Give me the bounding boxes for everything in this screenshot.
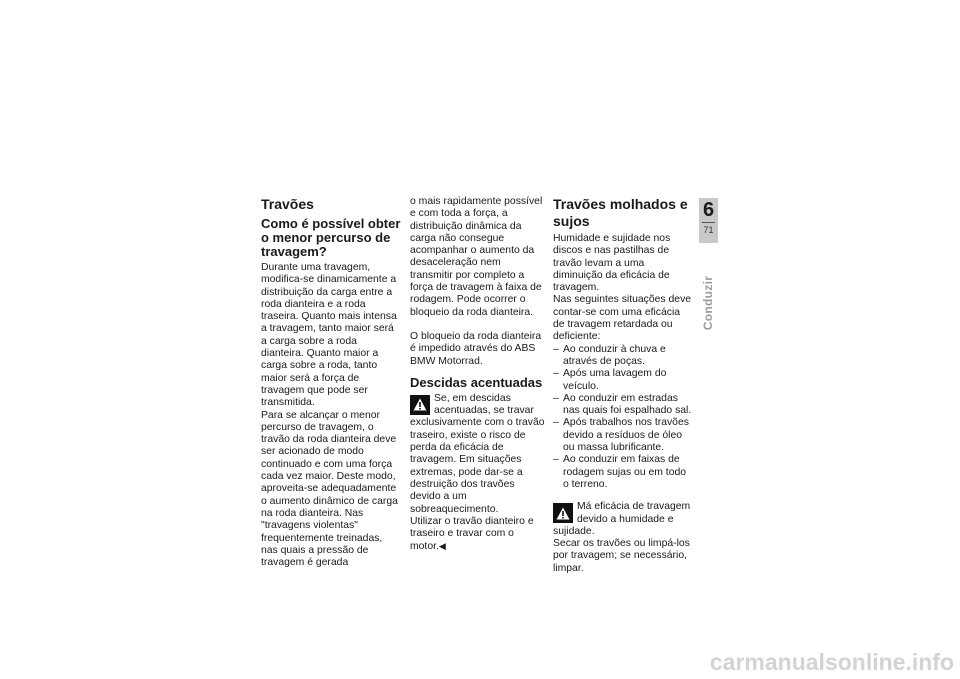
list-item: – Ao conduzir em estradas nas quais foi espalhado sal.: [553, 393, 693, 418]
paragraph: Para se alcançar o menor percurso de travagem, o travão da roda dianteira deve ser acionado de modo continuado e com uma força cada vez maior. Deste modo, aproveita-se adequadamente o aumento dinâmico de carga na roda dianteira. Nas "travagens violentas" frequentemente treinadas, nas quais a pressão de travagem é gerada: [261, 409, 398, 569]
paragraph: Durante uma travagem, modifica-se dinamicamente a distribuição da carga entre a roda dianteira e a roda traseira. Quanto mais intensa a travagem, tanto maior será a carga sobre a roda dianteira. Quanto maior a carga sobre a roda, tanto maior será a força de travagem que pode ser transmitida.: [261, 262, 397, 409]
warning-icon: [553, 503, 573, 523]
page-number: 71: [703, 225, 714, 235]
subsection-title-steep-descents: Descidas acentuadas: [410, 374, 543, 390]
subsection-title-shortest-braking: Como é possível obter o menor percurso de travagem?: [261, 216, 401, 259]
chapter-side-label: Conduzir: [701, 275, 715, 331]
paragraph: o mais rapidamente possível e com toda a força, a distribuição dinâmica da carga não consegue acompanhar o aumento da desaceleração nem transmitir por completo a força de travagem à faixa de rodagem. Pode ocorrer o bloqueio da roda dianteira.: [410, 196, 543, 318]
list-item: – Após trabalhos nos travões devido a resíduos de óleo ou massa lubrificante.: [553, 417, 693, 454]
warning-icon: [410, 395, 430, 415]
warning-text: Se, em descidas acentuadas, se travar exclusivamente com o travão traseiro, existe o risco de perda da eficácia de travagem. Em situações extremas, pode dar-se a destruição dos travões devido a um sobreaquecimento.: [410, 392, 545, 515]
situation-list: [553, 344, 693, 492]
chapter-number: 6: [702, 199, 715, 221]
column-1: [261, 196, 401, 569]
section-title-brakes: Travões: [261, 196, 314, 212]
chapter-divider: [702, 222, 715, 223]
watermark: carmanualsonline.info: [709, 649, 954, 675]
warning-text: Má eficácia de travagem devido a humidade e sujidade.: [553, 501, 691, 537]
column-3: [553, 196, 693, 575]
list-item: – Ao conduzir à chuva e através de poças.: [553, 344, 693, 369]
chapter-tab: [699, 198, 718, 243]
list-item: – Ao conduzir em faixas de rodagem sujas ou em todo o terreno.: [553, 454, 693, 491]
list-item: – Após uma lavagem do veículo.: [553, 368, 693, 393]
paragraph: Humidade e sujidade nos discos e nas pastilhas de travão levam a uma diminuição da eficácia de travagem.: [553, 233, 671, 294]
column-2: [410, 196, 546, 554]
end-mark-icon: ◀: [438, 541, 446, 552]
warning-block: [553, 501, 693, 538]
section-title-wet-brakes: Travões molhados e sujos: [553, 196, 688, 229]
paragraph: O bloqueio da roda dianteira é impedido através do ABS BMW Motorrad.: [410, 330, 542, 367]
paragraph: Utilizar o travão dianteiro e traseiro e travar com o motor.: [410, 515, 534, 553]
warning-block: [410, 393, 546, 516]
paragraph: Secar os travões ou limpá-los por travagem; se necessário, limpar.: [553, 538, 690, 574]
paragraph: Nas seguintes situações deve contar-se com uma eficácia de travagem retardada ou deficiente:: [553, 294, 692, 343]
